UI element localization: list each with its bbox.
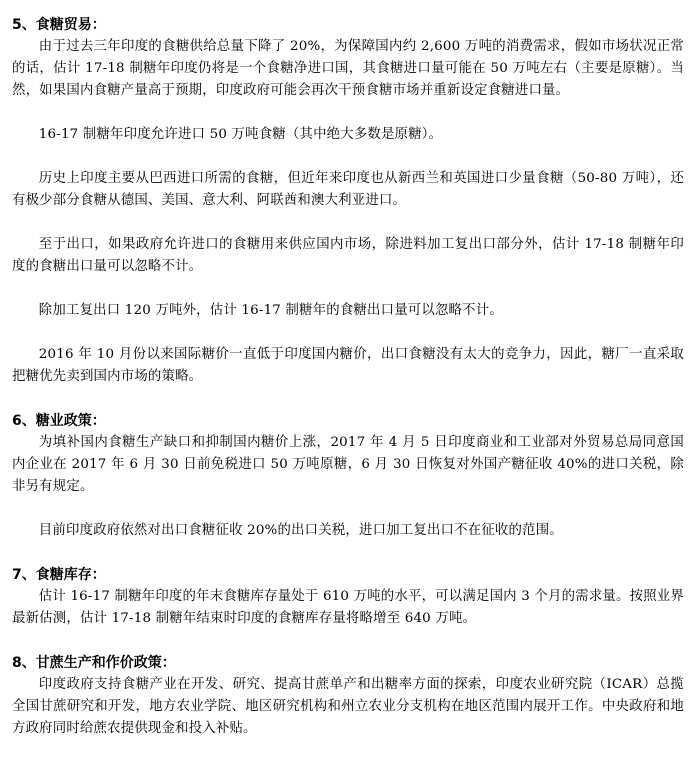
section-heading: 8、甘蔗生产和作价政策：: [12, 655, 176, 671]
section-heading: 7、食糖库存：: [12, 567, 106, 583]
paragraph: 印度政府支持食糖产业在开发、研究、提高甘蔗单产和出糖率方面的探索，印度农业研究院（ICAR）总揽全国甘蔗研究和开发，地方农业学院、地区研究机构和州立农业分支机构在地区范围内展开工作。中央政府和地方政府同时给蔗农提供现金和投入补贴。: [12, 677, 684, 736]
paragraph: 为填补国内食糖生产缺口和抑制国内糖价上涨，2017 年 4 月 5 日印度商业和工业部对外贸易总局同意国内企业在 2017 年 6 月 30 日前免税进口 50 万吨原糖，6 月 30 日恢复对外国产糖征收 40%的进口关税，除非另有规定。: [12, 435, 684, 494]
section-sugar-stock: [12, 564, 684, 630]
section-heading: 6、糖业政策：: [12, 413, 106, 429]
paragraph: 由于过去三年印度的食糖供给总量下降了 20%，为保障国内约 2,600 万吨的消费需求，假如市场状况正常的话，估计 17-18 制糖年印度仍将是一个食糖净进口国，其食糖进口量可能在 50 万吨左右（主要是原糖）。当然，如果国内食糖产量高于预期，印度政府可能会再次干预食糖市场并重新设定食糖进口量。: [12, 39, 684, 98]
section-heading: 5、食糖贸易：: [12, 17, 106, 33]
paragraph: 至于出口，如果政府允许进口的食糖用来供应国内市场，除进料加工复出口部分外，估计 17-18 制糖年印度的食糖出口量可以忽略不计。: [12, 237, 684, 274]
paragraph: 目前印度政府依然对出口食糖征收 20%的出口关税，进口加工复出口不在征收的范围。: [38, 523, 563, 538]
section-cane-policy: [12, 652, 684, 740]
paragraph: 2016 年 10 月份以来国际糖价一直低于印度国内糖价，出口食糖没有太大的竞争力，因此，糖厂一直采取把糖优先卖到国内市场的策略。: [12, 347, 684, 384]
paragraph: 估计 16-17 制糖年印度的年末食糖库存量处于 610 万吨的水平，可以满足国内 3 个月的需求量。按照业界最新估测，估计 17-18 制糖年结束时印度的食糖库存量将略增至 640 万吨。: [12, 589, 684, 626]
section-sugar-trade: [12, 14, 684, 388]
section-sugar-policy: [12, 410, 684, 542]
paragraph: 除加工复出口 120 万吨外，估计 16-17 制糖年的食糖出口量可以忽略不计。: [38, 303, 503, 318]
paragraph: 历史上印度主要从巴西进口所需的食糖，但近年来印度也从新西兰和英国进口少量食糖（50-80 万吨），还有极少部分食糖从德国、美国、意大利、阿联酋和澳大利亚进口。: [12, 171, 684, 208]
paragraph: 16-17 制糖年印度允许进口 50 万吨食糖（其中绝大多数是原糖）。: [38, 127, 443, 142]
